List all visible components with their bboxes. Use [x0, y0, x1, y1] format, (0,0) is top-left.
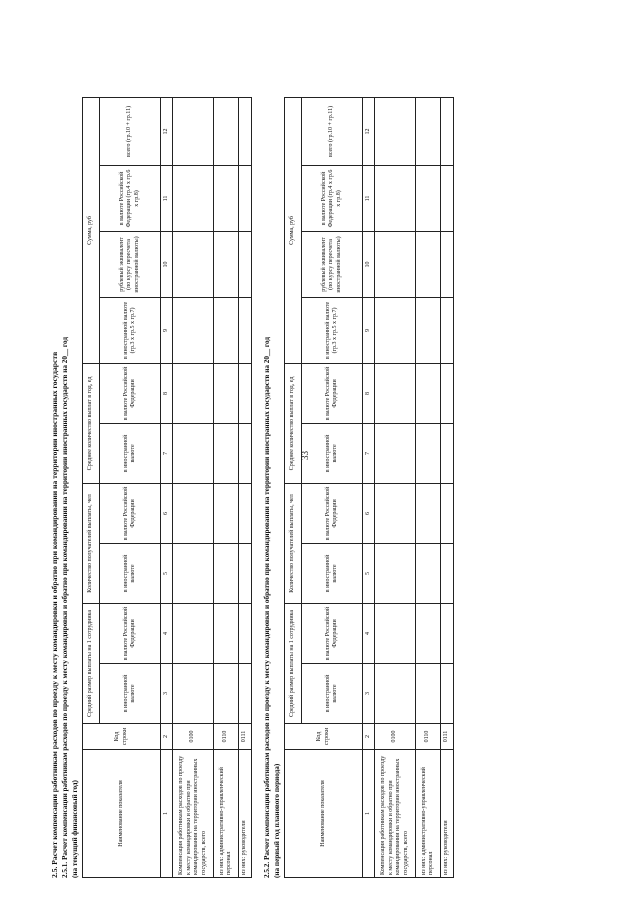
col-number: 4: [161, 603, 173, 663]
cell[interactable]: [239, 363, 252, 423]
col-number: 10: [363, 231, 375, 297]
rotated-page-content: [50, 78, 610, 878]
header-rub: в валюте Российской Федерации: [100, 363, 161, 423]
table-row: [441, 97, 454, 877]
header-count: Количество получателей выплаты, чел: [83, 483, 100, 603]
header-foreign: в иностранной валюте: [302, 664, 363, 724]
header-rub-calc: в валюте Российской Федерации (гр.4 х гр.6 х гр.8): [302, 165, 363, 231]
table-2-period: (на первый год планового периода): [273, 763, 281, 878]
cell[interactable]: [239, 231, 252, 297]
cell[interactable]: [239, 165, 252, 231]
col-number: 7: [161, 423, 173, 483]
table-2-title: 2.5.2. Расчет компенсации работникам расходов по проезду к месту командировки и обратно при командировании на территории иностранных государств на 20__ год: [263, 336, 271, 878]
row-name: из них: руководители: [441, 750, 454, 878]
cell[interactable]: [375, 363, 416, 423]
row-code: 0110: [416, 724, 441, 750]
table-row: [173, 97, 214, 877]
header-rub: в валюте Российской Федерации: [302, 363, 363, 423]
header-count: Количество получателей выплаты, чел: [285, 483, 302, 603]
cell[interactable]: [375, 165, 416, 231]
row-code: 0110: [214, 724, 239, 750]
table-1-title: 2.5.1. Расчет компенсации работникам расходов по проезду к месту командировки и обратно при командировании на территории иностранных государств на 20__ год: [61, 336, 69, 878]
cell[interactable]: [375, 423, 416, 483]
cell[interactable]: [239, 97, 252, 165]
header-code: Код строки: [83, 724, 161, 750]
row-code: 0100: [375, 724, 416, 750]
cell[interactable]: [416, 664, 441, 724]
header-avg-qty: Среднее количество выплат в год, ед: [83, 363, 100, 483]
cell[interactable]: [441, 483, 454, 543]
table-2-5-1: [82, 97, 252, 878]
cell[interactable]: [416, 165, 441, 231]
cell[interactable]: [416, 543, 441, 603]
col-number: 2: [363, 724, 375, 750]
cell[interactable]: [214, 97, 239, 165]
col-number: 10: [161, 231, 173, 297]
table-row: [239, 97, 252, 877]
row-name: из них: руководители: [239, 750, 252, 878]
cell[interactable]: [173, 297, 214, 363]
row-code: 0100: [173, 724, 214, 750]
cell[interactable]: [214, 297, 239, 363]
row-code: 0111: [441, 724, 454, 750]
header-rub: в валюте Российской Федерации: [100, 483, 161, 543]
cell[interactable]: [214, 423, 239, 483]
cell[interactable]: [239, 423, 252, 483]
header-total: всего (гр.10 + гр.11): [100, 97, 161, 165]
header-foreign: в иностранной валюте: [100, 543, 161, 603]
col-number: 12: [363, 97, 375, 165]
header-sum: Сумма, руб: [83, 97, 100, 363]
col-number: 11: [161, 165, 173, 231]
header-rub-equiv: рублевый эквивалент (по курсу пересчета иностранной валюты): [100, 231, 161, 297]
table-row: [416, 97, 441, 877]
cell[interactable]: [441, 97, 454, 165]
cell[interactable]: [375, 483, 416, 543]
cell[interactable]: [214, 483, 239, 543]
table-2-5-2: [284, 97, 454, 878]
cell[interactable]: [416, 423, 441, 483]
cell[interactable]: [214, 231, 239, 297]
cell[interactable]: [375, 231, 416, 297]
header-foreign: в иностранной валюте: [302, 423, 363, 483]
cell[interactable]: [375, 664, 416, 724]
col-number: 6: [161, 483, 173, 543]
row-name: Компенсация работникам расходов по проезду к месту командировки и обратно при командировании на территории иностранных государств, всего: [375, 750, 416, 878]
cell[interactable]: [416, 483, 441, 543]
header-rub-equiv: рублевый эквивалент (по курсу пересчета иностранной валюты): [302, 231, 363, 297]
table-1-period: (на текущий финансовый год): [71, 780, 79, 878]
header-foreign: в иностранной валюте: [302, 543, 363, 603]
cell[interactable]: [173, 664, 214, 724]
cell[interactable]: [441, 297, 454, 363]
col-number: 9: [363, 297, 375, 363]
cell[interactable]: [173, 165, 214, 231]
cell[interactable]: [416, 363, 441, 423]
cell[interactable]: [239, 603, 252, 663]
cell[interactable]: [214, 543, 239, 603]
section-title: 2.5. Расчет компенсации работникам расходов по проезду к месту командировки и обратно при командировании на территории иностранных государств: [50, 351, 59, 878]
cell[interactable]: [416, 297, 441, 363]
header-rub: в валюте Российской Федерации: [302, 483, 363, 543]
cell[interactable]: [239, 664, 252, 724]
col-number: 3: [363, 664, 375, 724]
header-rub: в валюте Российской Федерации: [302, 603, 363, 663]
cell[interactable]: [173, 363, 214, 423]
col-number: 5: [161, 543, 173, 603]
cell[interactable]: [416, 231, 441, 297]
col-number: 11: [363, 165, 375, 231]
header-avg-payment: Средний размер выплаты на 1 сотрудника: [285, 603, 302, 723]
cell[interactable]: [441, 543, 454, 603]
header-code: Код строки: [285, 724, 363, 750]
header-total: всего (гр.10 + гр.11): [302, 97, 363, 165]
cell[interactable]: [441, 231, 454, 297]
header-foreign: в иностранной валюте: [100, 423, 161, 483]
col-number: 7: [363, 423, 375, 483]
row-code: 0111: [239, 724, 252, 750]
column-number-row: [161, 97, 173, 877]
col-number: 5: [363, 543, 375, 603]
cell[interactable]: [173, 603, 214, 663]
row-name: из них: административно-управленческий персонал: [214, 750, 239, 878]
col-number: 8: [161, 363, 173, 423]
col-number: 4: [363, 603, 375, 663]
page-number: 33: [300, 451, 310, 460]
cell[interactable]: [375, 97, 416, 165]
col-number: 2: [161, 724, 173, 750]
cell[interactable]: [214, 664, 239, 724]
header-foreign-calc: в иностранной валюте (гр.3 х гр.5 х гр.7): [302, 297, 363, 363]
cell[interactable]: [441, 165, 454, 231]
cell[interactable]: [441, 664, 454, 724]
col-number: 12: [161, 97, 173, 165]
cell[interactable]: [441, 363, 454, 423]
cell[interactable]: [239, 297, 252, 363]
cell[interactable]: [375, 603, 416, 663]
cell[interactable]: [441, 423, 454, 483]
cell[interactable]: [214, 363, 239, 423]
col-number: 6: [363, 483, 375, 543]
row-name: Компенсация работникам расходов по проезду к месту командировки и обратно при командировании на территории иностранных государств, всего: [173, 750, 214, 878]
header-foreign-calc: в иностранной валюте (гр.3 х гр.5 х гр.7): [100, 297, 161, 363]
header-avg-qty: Среднее количество выплат в год, ед: [285, 363, 302, 483]
cell[interactable]: [173, 543, 214, 603]
header-name: Наименование показателя: [83, 750, 161, 878]
header-avg-payment: Средний размер выплаты на 1 сотрудника: [83, 603, 100, 723]
cell[interactable]: [214, 165, 239, 231]
header-sum: Сумма, руб: [285, 97, 302, 363]
col-number: 8: [363, 363, 375, 423]
cell[interactable]: [239, 543, 252, 603]
col-number: 3: [161, 664, 173, 724]
cell[interactable]: [173, 483, 214, 543]
cell[interactable]: [173, 97, 214, 165]
cell[interactable]: [173, 423, 214, 483]
header-foreign: в иностранной валюте: [100, 664, 161, 724]
table-row: [375, 97, 416, 877]
cell[interactable]: [375, 543, 416, 603]
col-number: 1: [161, 750, 173, 878]
header-name: Наименование показателя: [285, 750, 363, 878]
cell[interactable]: [441, 603, 454, 663]
cell[interactable]: [416, 97, 441, 165]
header-rub: в валюте Российской Федерации: [100, 603, 161, 663]
cell[interactable]: [173, 231, 214, 297]
col-number: 9: [161, 297, 173, 363]
cell[interactable]: [416, 603, 441, 663]
col-number: 1: [363, 750, 375, 878]
cell[interactable]: [239, 483, 252, 543]
cell[interactable]: [214, 603, 239, 663]
cell[interactable]: [375, 297, 416, 363]
header-rub-calc: в валюте Российской Федерации (гр.4 х гр.6 х гр.8): [100, 165, 161, 231]
column-number-row: [363, 97, 375, 877]
row-name: из них: административно-управленческий персонал: [416, 750, 441, 878]
table-row: [214, 97, 239, 877]
